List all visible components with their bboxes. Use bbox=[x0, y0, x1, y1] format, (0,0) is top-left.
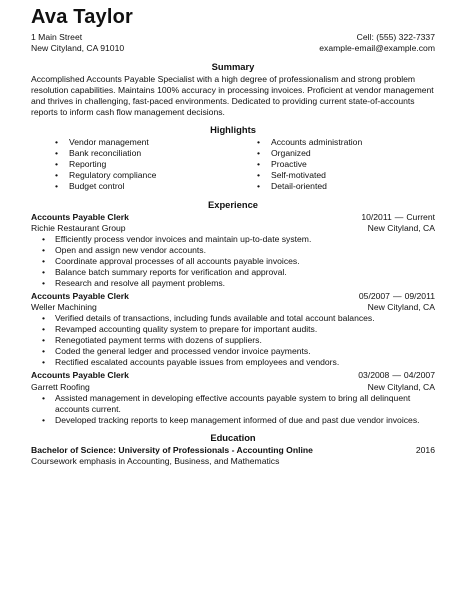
contact-row-1 bbox=[31, 32, 435, 43]
job-bullet: • Open and assign new vendor accounts. bbox=[55, 245, 435, 256]
job-bullet: • Rectified escalated accounts payable issues from employees and vendors. bbox=[55, 357, 435, 368]
job-entry bbox=[31, 212, 435, 289]
job-location: New Cityland, CA bbox=[367, 222, 435, 233]
highlight-item: • Self-motivated bbox=[271, 170, 435, 181]
job-dates bbox=[358, 370, 435, 381]
phone: Cell: (555) 322-7337 bbox=[356, 32, 435, 42]
education-note: Coursework emphasis in Accounting, Business, and Mathematics bbox=[31, 455, 280, 466]
job-company: Garrett Roofing bbox=[31, 381, 90, 392]
job-entry bbox=[31, 370, 435, 425]
job-company: Richie Restaurant Group bbox=[31, 222, 126, 233]
job-title-row bbox=[31, 212, 435, 223]
highlight-item: • Reporting bbox=[69, 159, 233, 170]
job-bullet: • Coded the general ledger and processed vendor invoice payments. bbox=[55, 346, 435, 357]
job-start-date: 03/2008 bbox=[358, 370, 390, 381]
job-end-date: 09/2011 bbox=[404, 290, 435, 301]
education-degree: Bachelor of Science: University of Professionals - Accounting Online bbox=[31, 444, 313, 455]
contact-row-2 bbox=[31, 43, 435, 54]
highlight-item: • Budget control bbox=[69, 181, 233, 192]
summary-heading: Summary bbox=[211, 60, 255, 72]
job-start-date: 05/2007 bbox=[358, 290, 390, 301]
job-company-row bbox=[31, 382, 435, 393]
job-title: Accounts Payable Clerk bbox=[31, 370, 129, 381]
email: example-email@example.com bbox=[319, 43, 435, 54]
job-location: New Cityland, CA bbox=[367, 302, 435, 313]
highlight-item: • Regulatory compliance bbox=[69, 170, 233, 181]
address-line-2: New Cityland, CA 91010 bbox=[31, 43, 125, 54]
highlights-column-right bbox=[233, 137, 435, 193]
date-separator: — bbox=[392, 290, 402, 301]
job-end-date: 04/2007 bbox=[403, 370, 435, 381]
candidate-name: Ava Taylor bbox=[31, 6, 134, 28]
job-entry bbox=[31, 291, 435, 368]
highlight-item: • Detail-oriented bbox=[271, 181, 435, 192]
job-company-row bbox=[31, 302, 435, 313]
education-row bbox=[31, 445, 435, 456]
job-title: Accounts Payable Clerk bbox=[31, 211, 129, 222]
job-bullet: • Assisted management in developing effective accounts payable system to bring all delinquent accounts current. bbox=[55, 393, 435, 415]
highlights-list bbox=[31, 137, 435, 193]
job-dates bbox=[359, 291, 435, 302]
highlight-item: • Accounts administration bbox=[271, 137, 435, 148]
highlight-item: • Proactive bbox=[271, 159, 435, 170]
job-bullet: • Research and resolve all payment problems. bbox=[55, 278, 435, 289]
highlights-heading: Highlights bbox=[210, 123, 256, 135]
experience-heading: Experience bbox=[207, 198, 259, 210]
job-start-date: 10/2011 bbox=[361, 211, 392, 222]
job-bullet: • Revamped accounting quality system to prepare for important audits. bbox=[55, 324, 435, 335]
job-company: Weller Machining bbox=[31, 302, 97, 313]
highlight-item: • Organized bbox=[271, 148, 435, 159]
education-heading: Education bbox=[210, 431, 256, 443]
address-line-1: 1 Main Street bbox=[31, 32, 83, 42]
job-location: New Cityland, CA bbox=[367, 381, 435, 392]
job-bullets bbox=[31, 393, 435, 426]
date-separator: — bbox=[394, 211, 404, 222]
job-company-row bbox=[31, 223, 435, 234]
job-bullet: • Balance batch summary reports for verification and approval. bbox=[55, 267, 435, 278]
date-separator: — bbox=[392, 370, 401, 381]
job-title-row bbox=[31, 291, 435, 302]
job-bullet: • Renegotiated payment terms with dozens of suppliers. bbox=[55, 335, 435, 346]
job-dates bbox=[361, 212, 435, 223]
job-bullet: • Coordinate approval processes of all accounts payable invoices. bbox=[55, 256, 435, 267]
job-bullet: • Developed tracking reports to keep management informed of due and past due vendor invoices. bbox=[55, 415, 435, 426]
highlights-column-left bbox=[31, 137, 233, 193]
job-title-row bbox=[31, 370, 435, 381]
job-bullets bbox=[31, 313, 435, 368]
job-title: Accounts Payable Clerk bbox=[31, 290, 129, 301]
job-end-date: Current bbox=[406, 211, 435, 222]
summary-text: Accomplished Accounts Payable Specialist with a high degree of professionalism and strong problem resolution capabilities. Maintains 100% accuracy in processing invoices. Proficient at vendor management and thrives in challenging, fast-paced environments. Dedicated to providing current state-of-accounts reports to inform cash flow management decisions. bbox=[31, 73, 434, 117]
job-bullet: • Verified details of transactions, including funds available and total account balances. bbox=[55, 313, 435, 324]
highlight-item: • Bank reconciliation bbox=[69, 148, 233, 159]
job-bullets bbox=[31, 234, 435, 289]
highlight-item: • Vendor management bbox=[69, 137, 233, 148]
education-year: 2016 bbox=[415, 444, 435, 455]
job-bullet: • Efficiently process vendor invoices and maintain up-to-date system. bbox=[55, 234, 435, 245]
